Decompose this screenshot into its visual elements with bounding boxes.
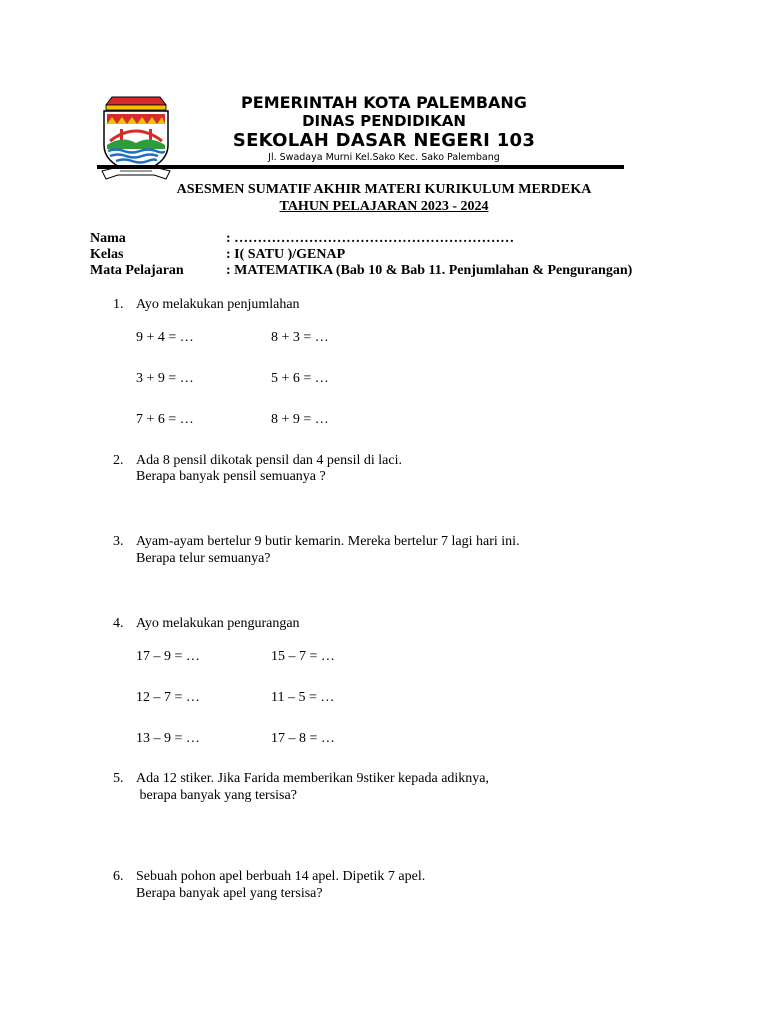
- question-number: 2.: [113, 453, 124, 468]
- question-number: 5.: [113, 771, 124, 786]
- department-heading: DINAS PENDIDIKAN: [302, 112, 466, 130]
- school-name-heading: SEKOLAH DASAR NEGERI 103: [232, 130, 536, 151]
- school-address: Jl. Swadaya Murni Kel.Sako Kec. Sako Palembang: [268, 152, 500, 163]
- equation: 15 – 7 = …: [271, 649, 335, 664]
- identity-value: : I( SATU )/GENAP: [226, 247, 346, 262]
- identity-label: Mata Pelajaran: [90, 263, 184, 278]
- question-number: 6.: [113, 869, 124, 884]
- government-heading: PEMERINTAH KOTA PALEMBANG: [241, 93, 527, 112]
- question-number: 4.: [113, 616, 124, 631]
- identity-label: Nama: [90, 231, 126, 246]
- equation: 7 + 6 = …: [136, 412, 194, 427]
- question-text: Ayo melakukan pengurangan: [136, 616, 300, 631]
- question-text: Ayam-ayam bertelur 9 butir kemarin. Mereka bertelur 7 lagi hari ini.: [136, 534, 520, 549]
- question-text: Ada 8 pensil dikotak pensil dan 4 pensil di laci.: [136, 453, 402, 468]
- question-text-line: Berapa banyak apel yang tersisa?: [136, 886, 323, 901]
- equation: 11 – 5 = …: [271, 690, 335, 705]
- equation: 9 + 4 = …: [136, 330, 194, 345]
- equation: 17 – 9 = …: [136, 649, 200, 664]
- equation: 8 + 9 = …: [271, 412, 329, 427]
- question-number: 1.: [113, 297, 124, 312]
- question-number: 3.: [113, 534, 124, 549]
- equation: 17 – 8 = …: [271, 731, 335, 746]
- equation: 8 + 3 = …: [271, 330, 329, 345]
- question-text: Ada 12 stiker. Jika Farida memberikan 9stiker kepada adiknya,: [136, 771, 490, 786]
- header-divider: [97, 165, 624, 169]
- question-text: Sebuah pohon apel berbuah 14 apel. Dipetik 7 apel.: [136, 869, 426, 884]
- question-text-line: Berapa telur semuanya?: [136, 551, 271, 566]
- question-text-line: berapa banyak yang tersisa?: [136, 788, 297, 803]
- name-field[interactable]: : ……………………………………………………: [226, 231, 515, 246]
- question-text-line: Berapa banyak pensil semuanya ?: [136, 469, 326, 484]
- question-text: Ayo melakukan penjumlahan: [136, 297, 300, 312]
- equation: 5 + 6 = …: [271, 371, 329, 386]
- equation: 12 – 7 = …: [136, 690, 200, 705]
- academic-year-title: TAHUN PELAJARAN 2023 - 2024: [279, 199, 489, 214]
- identity-label: Kelas: [90, 247, 124, 262]
- identity-value: : MATEMATIKA (Bab 10 & Bab 11. Penjumlahan & Pengurangan): [226, 263, 633, 278]
- equation: 13 – 9 = …: [136, 731, 200, 746]
- equation: 3 + 9 = …: [136, 371, 194, 386]
- assessment-title: ASESMEN SUMATIF AKHIR MATERI KURIKULUM MERDEKA: [176, 182, 592, 197]
